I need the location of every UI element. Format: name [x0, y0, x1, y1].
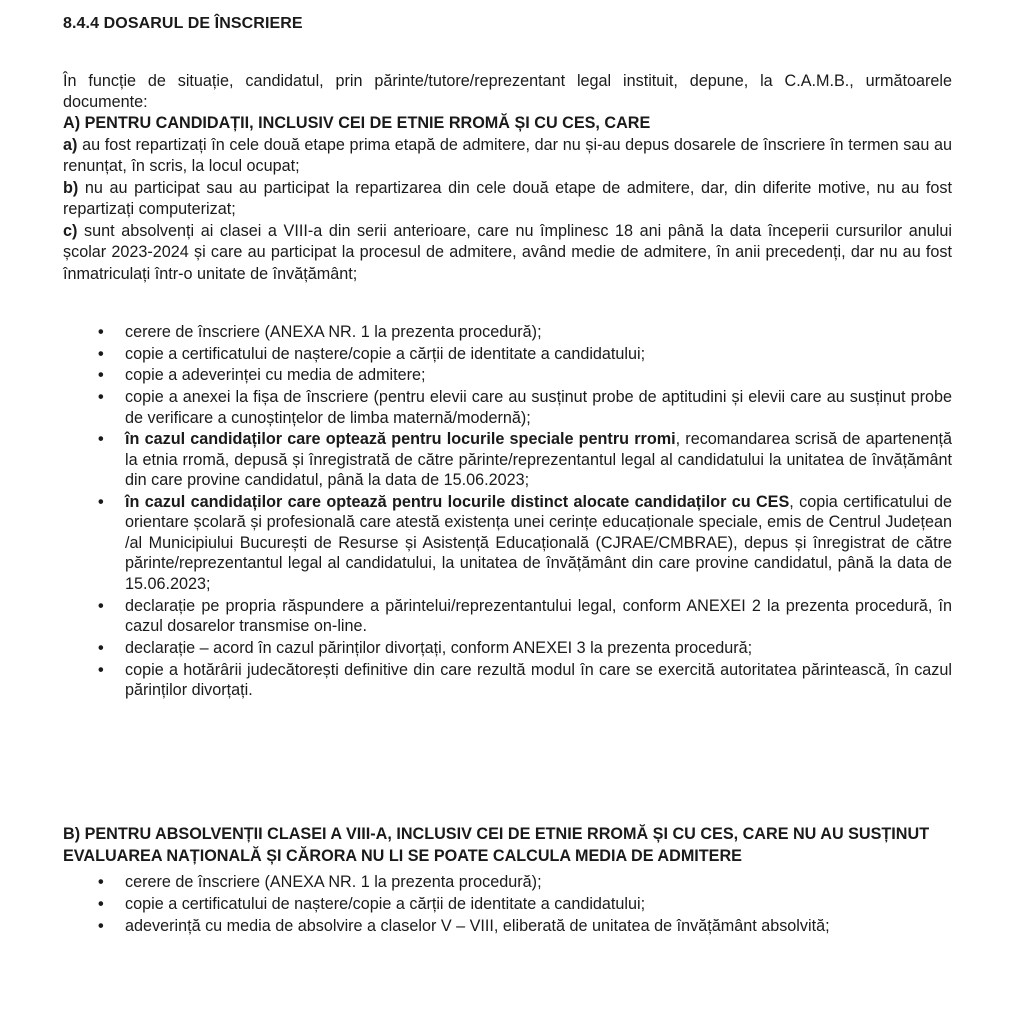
list-item	[63, 492, 952, 595]
list-item-text: cerere de înscriere (ANEXA NR. 1 la prezenta procedură);	[125, 323, 542, 341]
list-item-text: copie a adeverinței cu media de admitere;	[125, 366, 426, 385]
condition-label: b)	[63, 178, 79, 197]
list-item-text: adeverință cu media de absolvire a claselor V – VIII, eliberată de unitatea de învățământ absolvită;	[125, 917, 830, 935]
bullet-icon: •	[98, 388, 104, 407]
section-b	[63, 824, 952, 867]
list-item-text: declarație pe propria răspundere a părintelui/reprezentantului legal, conform ANEXEI 2 la prezenta procedură, în cazul dosarelor transmise on-line.	[125, 596, 952, 636]
bullet-icon: •	[98, 638, 104, 657]
list-item-text: copie a certificatului de naștere/copie a cărții de identitate a candidatului;	[125, 895, 646, 913]
section-title: 8.4.4 DOSARUL DE ÎNSCRIERE	[63, 15, 303, 32]
list-item	[63, 429, 952, 491]
list-item	[63, 894, 952, 915]
list-item-text: , copia certificatului de orientare școlară și profesională care atestă existența unei cerințe educaționale speciale, emis de Centrul Județean /al Municipiului București de Resurse și Asistență Educațională (CJRAE/CMBRAE), depus și înregistrat de către părinte/reprezentantul legal al candidatului, la unitatea de învățământ din care provine candidatul, până la data de 15.06.2023;	[125, 492, 952, 593]
condition-c	[63, 221, 952, 286]
bullet-icon: •	[98, 430, 104, 449]
list-item	[63, 638, 952, 659]
section-b-documents	[63, 872, 952, 938]
section-a-documents	[63, 322, 952, 702]
bullet-icon: •	[98, 366, 104, 385]
list-item-text: copie a certificatului de naștere/copie a cărții de identitate a candidatului;	[125, 344, 646, 363]
list-item	[63, 872, 952, 893]
bullet-icon: •	[98, 895, 104, 913]
condition-text: sunt absolvenți ai clasei a VIII-a din serii anterioare, care nu împlinesc 18 ani până la data începerii cursurilor anului școlar 2023-2024 și care au participat la procesul de admitere, având medie de admitere, în anii precedenți, dar nu au fost înmatriculați într-o unitate de învățământ;	[63, 221, 952, 283]
intro-paragraph: În funcție de situație, candidatul, prin părinte/tutore/reprezentant legal instituit, depune, la C.A.M.B., următoarele documente:	[63, 72, 952, 111]
condition-text: nu au participat sau au participat la repartizarea din cele două etape de admitere, dar, din diferite motive, nu au fost repartizați computerizat;	[63, 178, 952, 218]
bullet-icon: •	[98, 660, 104, 679]
list-item	[63, 387, 952, 428]
section-b-heading: B) PENTRU ABSOLVENȚII CLASEI A VIII-A, INCLUSIV CEI DE ETNIE RROMĂ ȘI CU CES, CARE NU AU SUSȚINUT EVALUAREA NAȚIONALĂ ȘI CĂRORA NU LI SE POATE CALCULA MEDIA DE ADMITERE	[63, 825, 930, 865]
list-item-text: , recomandarea scrisă de apartenență la etnia rromă, depusă și înregistrată de către părinte/reprezentantul legal al candidatului la unitatea de învățământ din care provine candidatul, până la data de 15.06.2023;	[125, 430, 952, 490]
condition-text: au fost repartizați în cele două etape prima etapă de admitere, dar nu și-au depus dosarele de înscriere în termen sau au renunțat, în scris, la locul ocupat;	[63, 135, 952, 175]
condition-a	[63, 135, 952, 178]
bullet-icon: •	[98, 596, 104, 615]
bullet-icon: •	[98, 492, 104, 511]
list-item	[63, 322, 952, 343]
list-item-text: copie a hotărârii judecătorești definitive din care rezultă modul în care se exercită autoritatea părintească, în cazul părinților divorțați.	[125, 660, 952, 699]
condition-label: a)	[63, 135, 78, 154]
list-item	[63, 365, 952, 386]
section-a	[63, 113, 952, 285]
list-item-bold: în cazul candidaților care optează pentru locurile distinct alocate candidaților cu CES	[125, 492, 790, 511]
list-item-text: declarație – acord în cazul părinților divorțați, conform ANEXEI 3 la prezenta procedură;	[125, 638, 753, 657]
bullet-icon: •	[98, 917, 104, 935]
list-item-text: copie a anexei la fișa de înscriere (pentru elevii care au susținut probe de aptitudini și elevii care au susținut probe de verificare a cunoștințelor de limba maternă/modernă);	[125, 388, 952, 427]
bullet-icon: •	[98, 323, 104, 341]
list-item	[63, 344, 952, 365]
section-a-heading: A) PENTRU CANDIDAȚII, INCLUSIV CEI DE ETNIE RROMĂ ȘI CU CES, CARE	[63, 114, 651, 132]
bullet-icon: •	[98, 873, 104, 891]
list-item	[63, 660, 952, 701]
bullet-icon: •	[98, 344, 104, 363]
list-item-text: cerere de înscriere (ANEXA NR. 1 la prezenta procedură);	[125, 873, 542, 891]
condition-label: c)	[63, 221, 78, 240]
list-item	[63, 916, 952, 937]
list-item-bold: în cazul candidaților care optează pentru locurile speciale pentru rromi	[125, 430, 676, 449]
condition-b	[63, 178, 952, 221]
list-item	[63, 596, 952, 637]
